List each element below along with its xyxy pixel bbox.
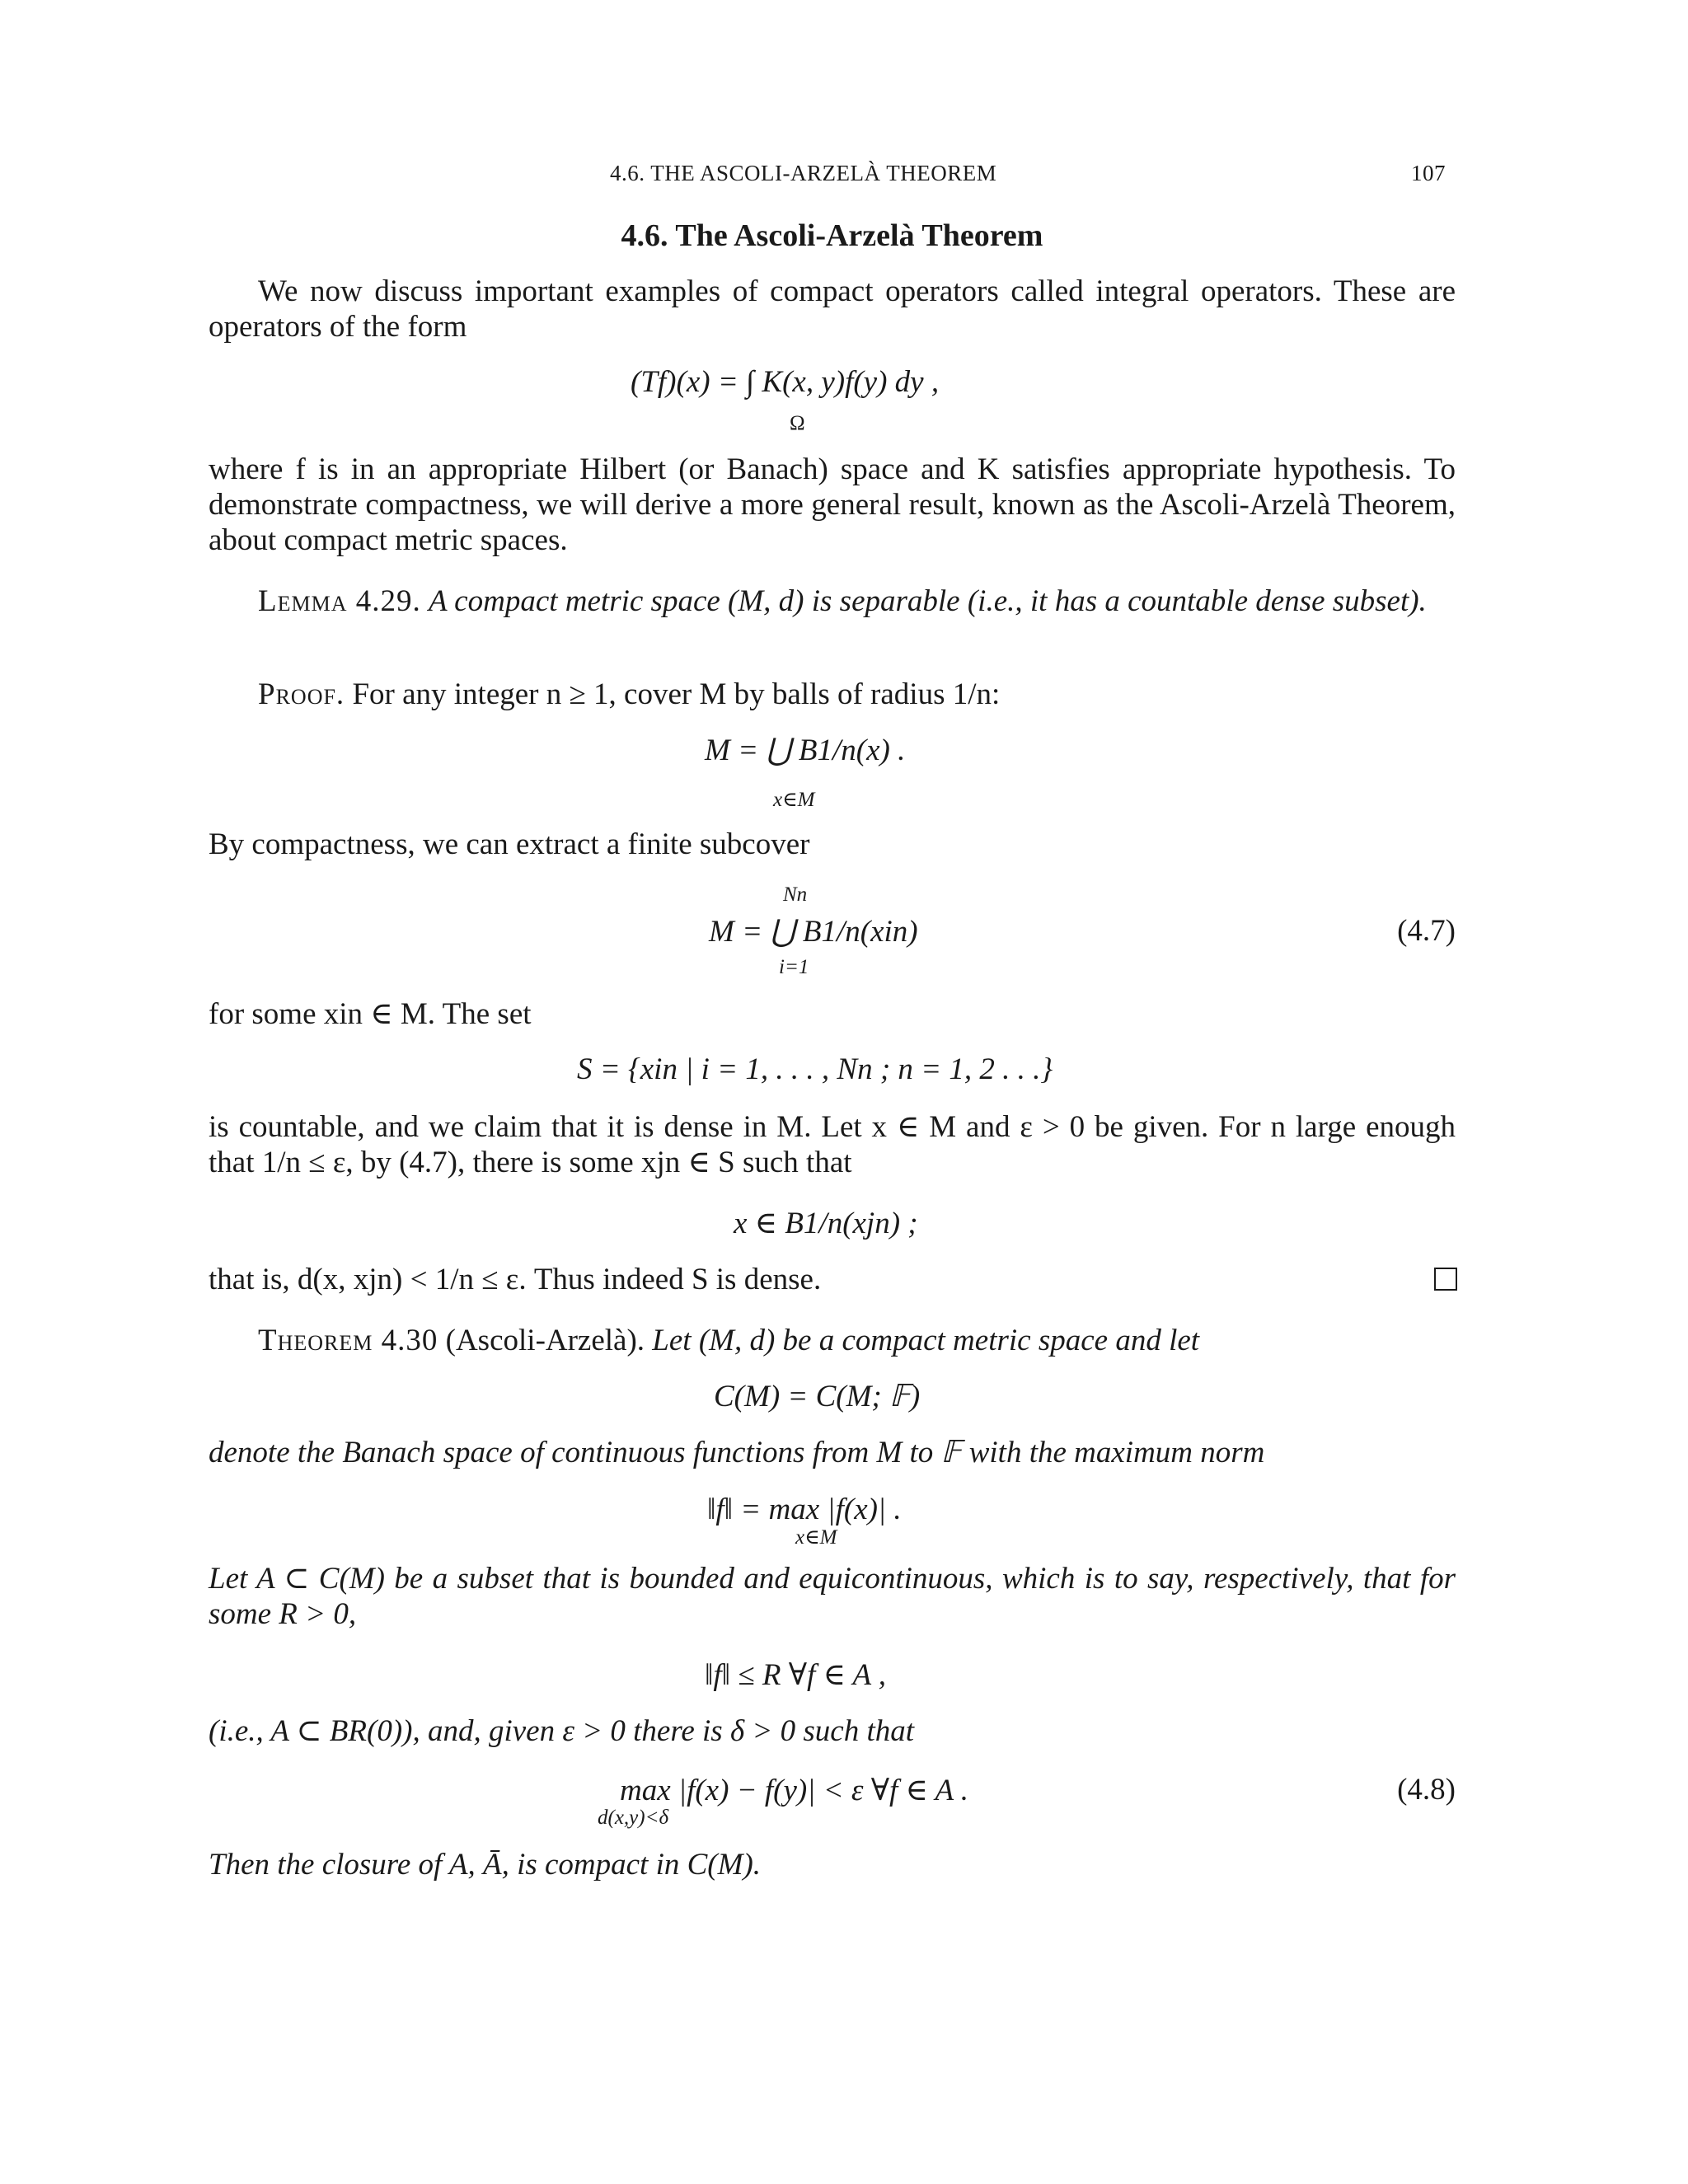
subcover-superscript: Nn <box>783 883 808 906</box>
integral-equation-text: (Tf)(x) = ∫ K(x, y)f(y) dy , <box>631 365 940 399</box>
integral-domain: Ω <box>790 412 805 434</box>
subcover-equation: M = ⋃ B1/n(xin) <box>709 915 918 949</box>
proof-line-5: that is, d(x, xjn) < 1/n ≤ ε. Thus indeed S is dense. <box>209 1263 822 1296</box>
theorem-line-1-text: Let (M, d) be a compact metric space and let <box>652 1324 1200 1357</box>
theorem-line-4: (i.e., A ⊂ BR(0)), and, given ε > 0 there is δ > 0 such that <box>209 1714 915 1748</box>
ball-membership-equation: x ∈ B1/n(xjn) ; <box>734 1207 918 1240</box>
set-S-equation: S = {xin | i = 1, . . . , Nn ; n = 1, 2 . . .} <box>577 1052 1053 1086</box>
cover-equation-subscript: x∈M <box>773 789 815 811</box>
equicontinuity-subscript: d(x,y)<δ <box>598 1807 669 1829</box>
theorem-line-2: denote the Banach space of continuous functions from M to 𝔽 with the maximum norm <box>209 1436 1265 1469</box>
proof-line-1 <box>258 677 1000 713</box>
subcover-subscript: i=1 <box>779 956 809 978</box>
cover-equation: M = ⋃ B1/n(x) . <box>705 733 906 767</box>
lemma-text: A compact metric space (M, d) is separable (i.e., it has a countable dense subset). <box>429 584 1427 618</box>
intro-paragraph-2: where f is in an appropriate Hilbert (or Banach) space and K satisfies appropriate hypothesis. To demonstrate compactness, we will derive a more general result, known as the Ascoli-Arzelà Theorem, about compact metric spaces. <box>209 452 1456 557</box>
theorem-4-30-line-1 <box>258 1324 1199 1359</box>
theorem-label: Theorem 4.30 <box>258 1324 438 1357</box>
integral-equation <box>631 364 939 400</box>
equation-number-4-7: (4.7) <box>1397 914 1456 948</box>
section-title: 4.6. The Ascoli-Arzelà Theorem <box>621 218 1043 253</box>
proof-line-1-text: For any integer n ≥ 1, cover M by balls of radius 1/n: <box>352 677 1001 711</box>
bounded-equation: ‖f‖ ≤ R ∀f ∈ A , <box>705 1658 886 1692</box>
qed-square-icon <box>1434 1268 1457 1291</box>
CM-equation: C(M) = C(M; 𝔽) <box>714 1380 921 1413</box>
max-norm-equation: ‖f‖ = max |f(x)| . <box>707 1493 902 1526</box>
page-number: 107 <box>1411 161 1446 185</box>
theorem-line-5: Then the closure of A, Ā, is compact in C(M). <box>209 1848 762 1882</box>
theorem-name: (Ascoli-Arzelà). <box>445 1324 645 1357</box>
lemma-4-29 <box>209 583 1456 619</box>
equation-number-4-8: (4.8) <box>1397 1773 1456 1807</box>
equicontinuity-equation: max |f(x) − f(y)| < ε ∀f ∈ A . <box>620 1774 968 1807</box>
proof-line-4: is countable, and we claim that it is dense in M. Let x ∈ M and ε > 0 be given. For n large enough that 1/n ≤ ε, by (4.7), there is some xjn ∈ S such that <box>209 1110 1456 1179</box>
proof-line-3: for some xin ∈ M. The set <box>209 997 532 1031</box>
running-title: 4.6. THE ASCOLI-ARZELÀ THEOREM <box>610 161 997 185</box>
proof-label: Proof. <box>258 677 345 711</box>
lemma-label: Lemma 4.29. <box>258 584 421 618</box>
theorem-line-3: Let A ⊂ C(M) be a subset that is bounded and equicontinuous, which is to say, respectively, that for some R > 0, <box>209 1562 1456 1631</box>
max-norm-subscript: x∈M <box>795 1526 837 1549</box>
intro-paragraph-1: We now discuss important examples of compact operators called integral operators. These are operators of the form <box>209 274 1456 344</box>
proof-line-2: By compactness, we can extract a finite subcover <box>209 827 810 861</box>
